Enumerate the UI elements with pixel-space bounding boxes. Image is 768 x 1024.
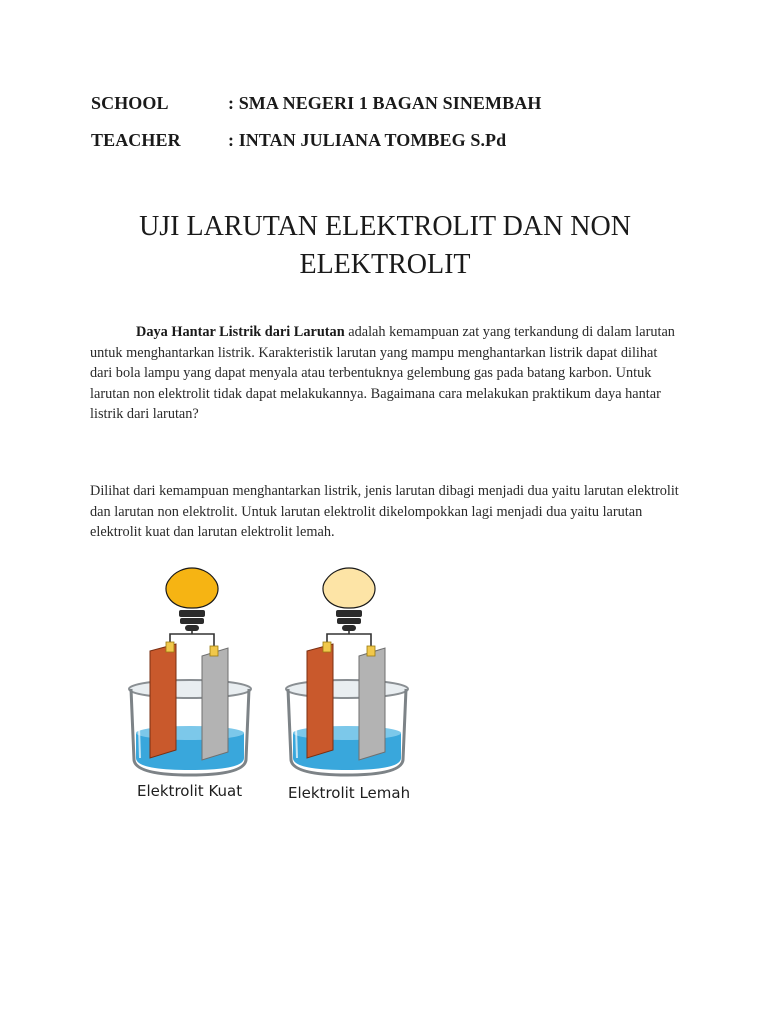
school-label: SCHOOL (91, 93, 169, 113)
wire-weak (327, 631, 371, 646)
copper-plate-weak (307, 644, 333, 758)
caption-strong: Elektrolit Kuat (137, 782, 243, 800)
teacher-row (91, 130, 506, 151)
teacher-label: TEACHER (91, 130, 181, 150)
school-row (91, 93, 541, 114)
classification-paragraph: Dilihat dari kemampuan menghantarkan listrik, jenis larutan dibagi menjadi dua yaitu larutan elektrolit dan larutan non elektrolit. Untuk larutan elektrolit dikelompokkan lagi menjadi dua yaitu larutan elektrolit kuat dan larutan elektrolit lemah. (90, 483, 679, 540)
apparatus-weak (286, 568, 410, 802)
bulb-weak-icon (323, 568, 375, 631)
teacher-value: : INTAN JULIANA TOMBEG S.Pd (228, 130, 507, 150)
title-line-2: ELEKTROLIT (299, 249, 471, 280)
carbon-plate-weak (359, 648, 385, 760)
beaker-weak-rim (286, 680, 408, 698)
title-line-1: UJI LARUTAN ELEKTROLIT DAN NON (139, 211, 631, 242)
page-title (90, 208, 680, 284)
carbon-plate-strong (202, 648, 228, 760)
school-value: : SMA NEGERI 1 BAGAN SINEMBAH (228, 93, 542, 113)
intro-text: adalah kemampuan zat yang terkandung di dalam larutan untuk menghantarkan listrik. Karakteristik larutan yang mampu menghantarkan listrik dapat dilihat dari bola lampu yang dapat menyala atau terbentuknya gelembung gas pada batang karbon. Untuk larutan non elektrolit tidak dapat melakukannya. Bagaimana cara melakukan praktikum daya hantar listrik dari larutan? (90, 324, 675, 422)
beaker-strong-rim (129, 680, 251, 698)
bulb-strong-icon (166, 568, 218, 631)
intro-paragraph (90, 322, 680, 425)
electrolyte-figure (118, 562, 428, 812)
intro-bold-term: Daya Hantar Listrik dari Larutan (136, 324, 345, 340)
electrolyte-illustration (118, 562, 428, 812)
wire-strong (170, 631, 214, 646)
apparatus-strong (129, 568, 251, 800)
copper-plate-strong (150, 644, 176, 758)
caption-weak: Elektrolit Lemah (288, 784, 411, 802)
